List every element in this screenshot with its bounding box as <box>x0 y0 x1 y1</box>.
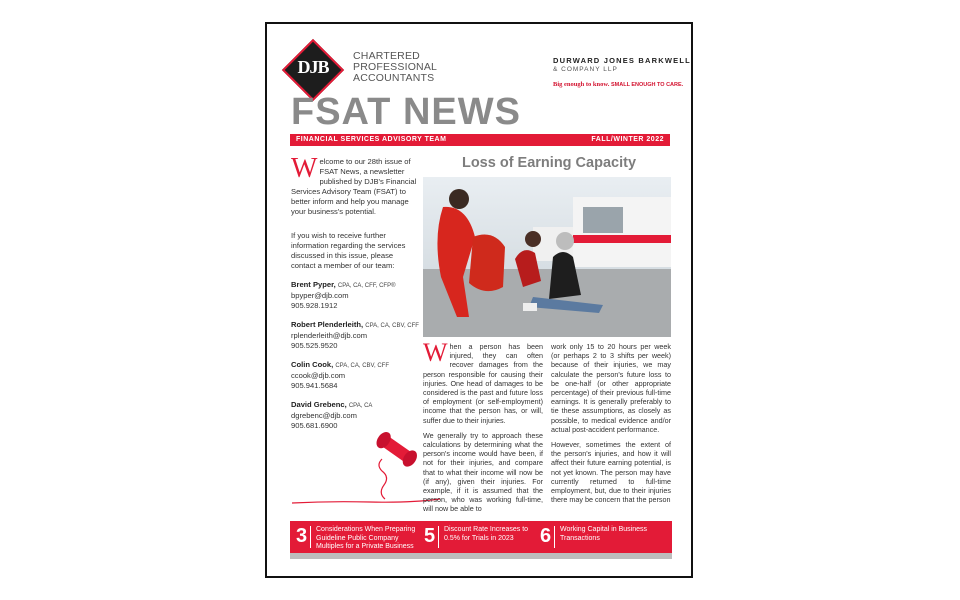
contact-email[interactable]: rplenderleith@djb.com <box>291 331 368 340</box>
in-this-issue-bar <box>290 521 672 553</box>
issue-divider <box>310 526 311 548</box>
intro-paragraph: Welcome to our 28th issue of FSAT News, a newsletter published by DJB's Financial Services Advisory Team (FSAT) to better inform and help you manage your business's potential. <box>291 153 417 216</box>
issue-page-number: 5 <box>424 525 436 547</box>
article-photo <box>423 177 671 337</box>
logo-text: DJB <box>297 57 329 77</box>
article-column-1 <box>423 338 543 520</box>
firm-subtitle: & COMPANY LLP <box>553 66 618 73</box>
contact-email[interactable]: dgrebenc@djb.com <box>291 411 357 420</box>
tagline: Big enough to know. SMALL ENOUGH TO CARE. <box>553 81 684 88</box>
cpa-designation: CHARTERED PROFESSIONAL ACCOUNTANTS <box>353 50 438 84</box>
newsletter-page <box>265 22 693 578</box>
contact-phone: 905.681.6900 <box>291 421 338 430</box>
footer-shadow <box>290 553 672 559</box>
contact-intro: If you wish to receive further information regarding the services discussed in this issue, please contact a member of our team: <box>291 231 406 270</box>
contact-card: David Grebenc, CPA, CA dgrebenc@djb.com 905.681.6900 <box>291 400 419 431</box>
masthead-title: FSAT NEWS <box>291 91 521 133</box>
article-paragraph: work only 15 to 20 hours per week (or perhaps 2 to 3 shifts per week) because of their injuries, we may calculate the person's future loss to be one-half (or other appropriate percentage) of their previous full-time earnings. It is generally preferably to tie these assumptions, as closely as possible, to medical evidence and/or actual post-accident performance. <box>551 342 671 434</box>
contact-card: Brent Pyper, CPA, CA, CFF, CFP® bpyper@djb.com 905.928.1912 <box>291 280 419 311</box>
article-column-2 <box>551 342 671 510</box>
issue-divider <box>438 526 439 548</box>
contact-phone: 905.941.5684 <box>291 381 338 390</box>
article-dropcap: W <box>423 338 448 367</box>
article-paragraph: When a person has been injured, they can often recover damages from the person responsible for causing their injuries. One head of damages to be considered is the past and future loss of employment (or self-employment) income that the person has, or will, suffer due to their injuries. <box>423 338 543 425</box>
firm-name: DURWARD JONES BARKWELL <box>553 56 691 65</box>
article-paragraph: We generally try to approach these calculations by determining what the person's income would have been, if not for their injuries, and compare that to what their income will now be (if any), given their injuries. For example, if it is assumed that the person, who was working full-time, will now be able to <box>423 430 543 514</box>
team-banner <box>290 134 670 146</box>
article-title: Loss of Earning Capacity <box>461 155 637 171</box>
issue-season: FALL/WINTER 2022 <box>591 136 664 143</box>
issue-title: Discount Rate Increases to 0.5% for Trials in 2023 <box>444 526 529 542</box>
contact-email[interactable]: ccook@djb.com <box>291 371 346 380</box>
intro-column <box>291 153 419 431</box>
contact-phone: 905.928.1912 <box>291 301 338 310</box>
issue-divider <box>554 526 555 548</box>
contact-email[interactable]: bpyper@djb.com <box>291 291 349 300</box>
issue-page-number: 6 <box>540 525 552 547</box>
team-name: FINANCIAL SERVICES ADVISORY TEAM <box>296 136 447 143</box>
issue-page-number: 3 <box>296 525 308 547</box>
intro-dropcap: W <box>291 153 318 184</box>
contact-card: Colin Cook, CPA, CA, CBV, CFF ccook@djb.com 905.941.5684 <box>291 360 419 391</box>
contact-phone: 905.525.9520 <box>291 341 338 350</box>
contact-card: Robert Plenderleith, CPA, CA, CBV, CFF rplenderleith@djb.com 905.525.9520 <box>291 320 419 350</box>
issue-title: Considerations When Preparing Guideline Public Company Multiples for a Private Business <box>316 526 416 550</box>
issue-title: Working Capital in Business Transactions <box>560 526 648 542</box>
article-paragraph: However, sometimes the extent of the person's injuries, and how it will affect their future earning potential, is not yet known. The person may have currently returned to full-time employment, but, due to their injuries there may be concern that the person <box>551 440 671 505</box>
